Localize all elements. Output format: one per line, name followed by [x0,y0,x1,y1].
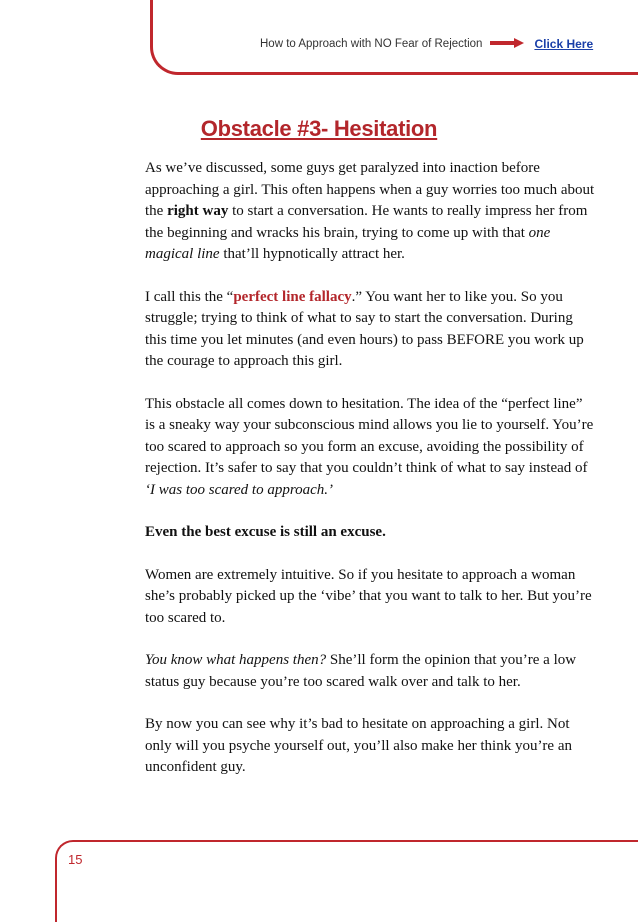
p2-red-bold: perfect line fallacy [233,288,352,305]
paragraph-5: Women are extremely intuitive. So if you hesitate to approach a woman she’s probably picked up the ‘vibe’ that you want to talk to her. But you’re too scared to. [145,566,592,626]
header-bar [260,37,600,51]
paragraph-2 [145,287,595,373]
p1-text-a: As we’ve discussed, some guys get paralyzed into inaction before approaching a girl. This often happens when a guy worries too much about the [145,160,595,219]
p3-italic: ‘I was too scared to approach.’ [145,481,334,498]
right-arrow-icon [490,38,524,51]
page-title: Obstacle #3- Hesitation [200,116,438,141]
p6-italic: You know what happens then? [145,652,327,668]
p4-bold: Even the best excuse is still an excuse. [145,524,386,540]
header-text: How to Approach with NO Fear of Rejection [260,38,483,50]
p6-text-b: She’ll form the opinion that you’re a low status guy because you’re too scared walk over and talk to her. [145,652,577,690]
p2-text-a: I call this the “ [145,288,234,305]
paragraph-3 [145,394,595,502]
page-number: 15 [68,852,83,867]
footer-frame [55,840,638,922]
p1-italic: one magical line [145,224,551,262]
p3-text-a: This obstacle all comes down to hesitation. The idea of the “perfect line” is a sneaky way your subconscious mind allows you lie to yourself. You’re too scared to approach so you form an excuse, avoiding the possibility of rejection. It’s safer to say that you couldn’t think of what to say instead of [145,395,594,476]
p1-bold: right way [167,203,229,219]
paragraph-4 [145,522,595,544]
paragraph-6 [145,650,595,693]
click-here-link[interactable]: Click Here [534,37,594,51]
p1-text-c: to start a conversation. He wants to really impress her from the beginning and wracks his brain, trying to come up with that [145,203,588,241]
body-text [145,158,595,800]
p2-text-c: .” You want her to like you. So you struggle; trying to think of what to say to start the conversation. During this time you let minutes (and even hours) to pass BEFORE you work up the courage to approach this girl. [145,288,584,369]
p1-text-e: that’ll hypnotically attract her. [219,246,405,262]
paragraph-1 [145,158,595,266]
paragraph-7: By now you can see why it’s bad to hesitate on approaching a girl. Not only will you psyche yourself out, you’ll also make her think you’re an unconfident guy. [145,716,572,775]
